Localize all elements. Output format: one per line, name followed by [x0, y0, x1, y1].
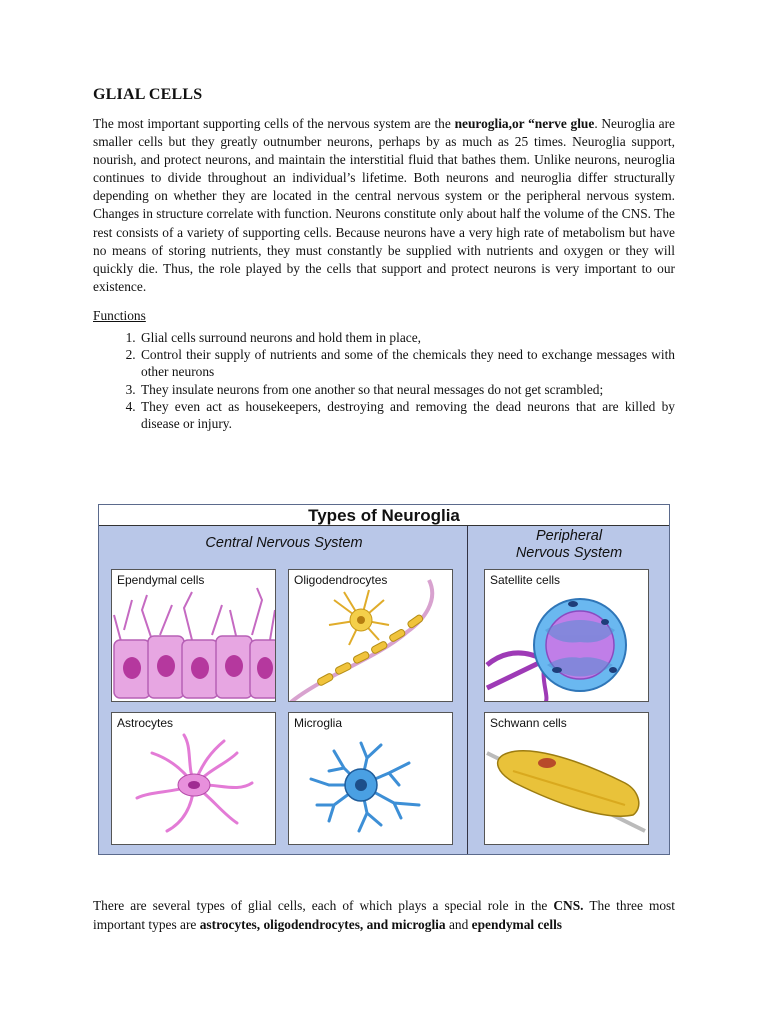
closing-text-3: and — [445, 916, 472, 932]
page-heading: GLIAL CELLS — [93, 86, 203, 103]
ependymal-cells-label: Ependymal cells — [117, 573, 205, 587]
microglia-illustration — [289, 713, 453, 845]
intro-text-2: . Neuroglia are smaller cells but they greatly outnumber neurons, perhaps by as much as 25 times. Neuroglia support, nourish, and protect neurons, and maintain the interstitial fluid that bathes them. Unlike neurons, neuroglia continues to divide throughout an individual’s lifetime. Both neurons and neuroglia differ structurally depending on whether they are located in the central nervous system or the peripheral nervous system. Changes in structure correlate with function. Neurons constitute only about half the volume of the CNS. The rest consists of a variety of supporting cells. Because neurons have a very high rate of metabolism but have no means of storing nutrients, they must constantly be supplied with nutrients and oxygen or they will quickly die. Thus, the role played by the cells that support and protect neurons is very important to our existence. — [93, 116, 676, 294]
functions-list — [93, 329, 675, 432]
astrocytes-illustration — [112, 713, 276, 845]
intro-bold-term: neuroglia,or “nerve glue — [454, 116, 595, 131]
functions-heading: Functions — [93, 307, 146, 323]
oligodendrocytes-panel — [288, 569, 453, 702]
intro-text-1: The most important supporting cells of the nervous system are the — [93, 116, 455, 131]
closing-bold-cns: CNS. — [553, 898, 584, 913]
function-item: 1. Glial cells surround neurons and hold them in place, — [139, 329, 675, 346]
function-item: 4. They even act as housekeepers, destroying and removing the dead neurons that are killed by disease or injury. — [139, 398, 675, 432]
schwann-cells-label: Schwann cells — [490, 716, 567, 730]
pns-label-line2: Nervous System — [515, 545, 623, 561]
closing-bold-types: astrocytes, oligodendrocytes, and microglia — [199, 916, 446, 932]
ependymal-cells-panel — [111, 569, 276, 702]
pns-label — [471, 528, 667, 562]
schwann-cells-panel — [484, 712, 649, 845]
astrocytes-panel — [111, 712, 276, 845]
figure-title: Types of Neuroglia — [99, 505, 669, 526]
satellite-cells-illustration — [485, 570, 649, 702]
microglia-panel — [288, 712, 453, 845]
closing-text-2: The three most important types are — [93, 898, 675, 932]
microglia-label: Microglia — [294, 716, 343, 730]
pns-label-line1: Peripheral — [535, 528, 603, 544]
oligodendrocytes-illustration — [289, 570, 453, 702]
closing-text-1: There are several types of glial cells, each of which plays a special role in the — [93, 898, 554, 913]
cns-label: Central Nervous System — [205, 535, 363, 551]
intro-paragraph — [93, 115, 675, 296]
closing-paragraph — [93, 897, 675, 934]
figure-divider — [467, 526, 468, 854]
neuroglia-figure — [98, 504, 670, 855]
satellite-cells-label: Satellite cells — [490, 573, 561, 587]
function-item: 3. They insulate neurons from one another so that neural messages do not get scrambled; — [139, 381, 675, 398]
closing-bold-ependymal: ependymal cells — [471, 916, 563, 932]
schwann-cells-illustration — [485, 713, 649, 845]
function-item: 2. Control their supply of nutrients and some of the chemicals they need to exchange messages with other neurons — [139, 346, 675, 380]
satellite-cells-panel — [484, 569, 649, 702]
oligodendrocytes-label: Oligodendrocytes — [294, 573, 388, 587]
ependymal-cells-illustration — [112, 570, 276, 702]
document-page — [93, 86, 675, 432]
astrocytes-label: Astrocytes — [117, 716, 174, 730]
